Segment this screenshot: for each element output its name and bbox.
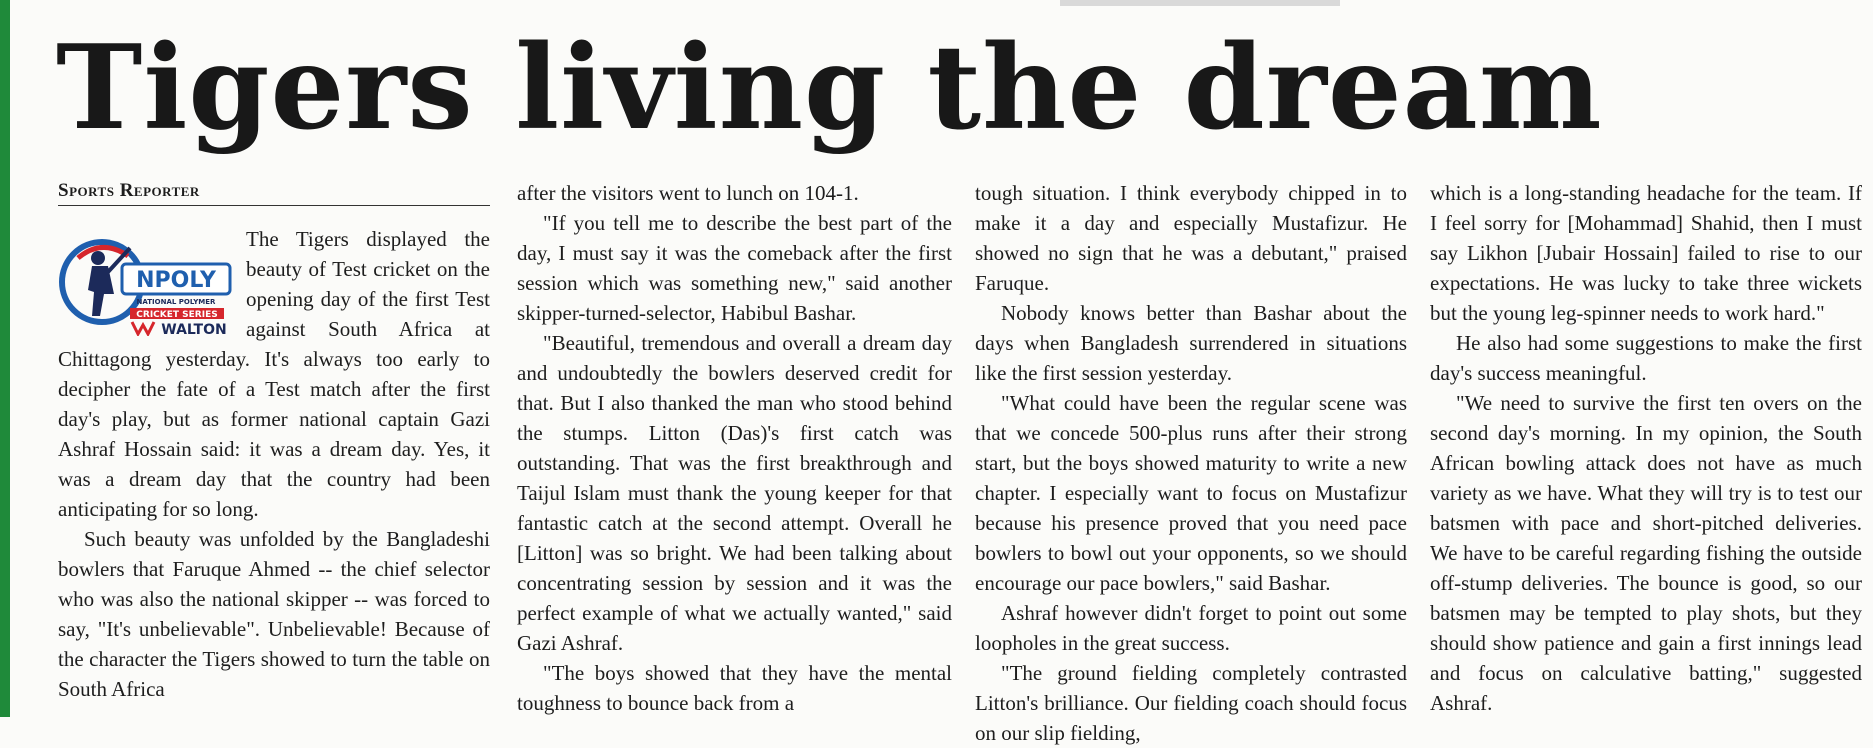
paragraph: "Beautiful, tremendous and overall a dream day and undoubtedly the bowlers deserved credit for that. But I also thanked the man who stood behind the stumps. Litton (Das)'s first catch was outstanding. That was the first breakthrough and Taijul Islam must thank the young keeper for that fantastic catch at the second attempt. Overall he [Litton] was so bright. We had been talking about concentrating session by session and it was the perfect example of what we actually wanted," said Gazi Ashraf. xyxy=(517,331,952,655)
article-column-4 xyxy=(1430,178,1862,718)
article-column-2 xyxy=(517,178,952,718)
paragraph: "We need to survive the first ten overs on the second day's morning. In my opinion, the South African bowling attack does not have as much variety as we have. What they will try is to test our batsmen with pace and short-pitched deliveries. We have to be careful regarding fishing the outside off-stump deliveries. The bounce is good, so our batsmen may be tempted to play shots, but they should show patience and gain a first innings lead and focus on calculative batting," suggested Ashraf. xyxy=(1430,391,1862,715)
byline: Sports Reporter xyxy=(58,180,490,206)
paragraph: after the visitors went to lunch on 104-1. xyxy=(517,181,859,205)
paragraph: Such beauty was unfolded by the Bangladeshi bowlers that Faruque Ahmed -- the chief selector who was also the national skipper -- was forced to say, "It's unbelievable". Unbelievable! Because of the character the Tigers showed to turn the table on South Africa xyxy=(58,527,490,701)
paragraph: Ashraf however didn't forget to point out some loopholes in the great success. xyxy=(975,601,1407,655)
top-strip xyxy=(1060,0,1340,6)
paragraph: which is a long-standing headache for the team. If I feel sorry for [Mohammad] Shahid, then I must say Likhon [Jubair Hossain] failed to rise to our expectations. He was lucky to take three wickets but the young leg-spinner needs to work hard." xyxy=(1430,181,1862,325)
paragraph: The Tigers displayed the beauty of Test cricket on the opening day of the first Test against South Africa at Chittagong yesterday. It's always too early to decipher the fate of a Test match after the first day's play, but as former national captain Gazi Ashraf Hossain said: it was a dream day. Yes, it was a dream day that the country had been anticipating for so long. xyxy=(58,227,490,521)
page-edge-rule xyxy=(0,0,10,717)
logo-line1: NATIONAL POLYMER xyxy=(136,298,216,306)
paragraph: Nobody knows better than Bashar about the days when Bangladesh surrendered in situations like the first session yesterday. xyxy=(975,301,1407,385)
paragraph: tough situation. I think everybody chipped in to make it a day and especially Mustafizur. He showed no sign that he was a debutant," praised Faruque. xyxy=(975,181,1407,295)
paragraph: "If you tell me to describe the best part of the day, I must say it was the comeback after the first session which was something new," said another skipper-turned-selector, Habibul Bashar. xyxy=(517,211,952,325)
series-logo xyxy=(58,228,236,336)
logo-line2: CRICKET SERIES xyxy=(136,310,218,320)
article-column-3 xyxy=(975,178,1407,748)
logo-name: NPOLY xyxy=(136,268,216,293)
paragraph: "What could have been the regular scene was that we concede 500-plus runs after their strong start, but the boys showed maturity to write a new chapter. I especially want to focus on Mustafizur because his presence proved that you need pace bowlers to bowl out your opponents, so we should encourage our pace bowlers," said Bashar. xyxy=(975,391,1407,595)
paragraph: "The ground fielding completely contrasted Litton's brilliance. Our fielding coach should focus on our slip fielding, xyxy=(975,661,1407,745)
paragraph: "The boys showed that they have the mental toughness to bounce back from a xyxy=(517,661,952,715)
headline: Tigers living the dream xyxy=(56,20,1603,156)
logo-sponsor: WALTON xyxy=(161,322,227,336)
paragraph: He also had some suggestions to make the first day's success meaningful. xyxy=(1430,331,1862,385)
article-column-1 xyxy=(58,224,490,704)
